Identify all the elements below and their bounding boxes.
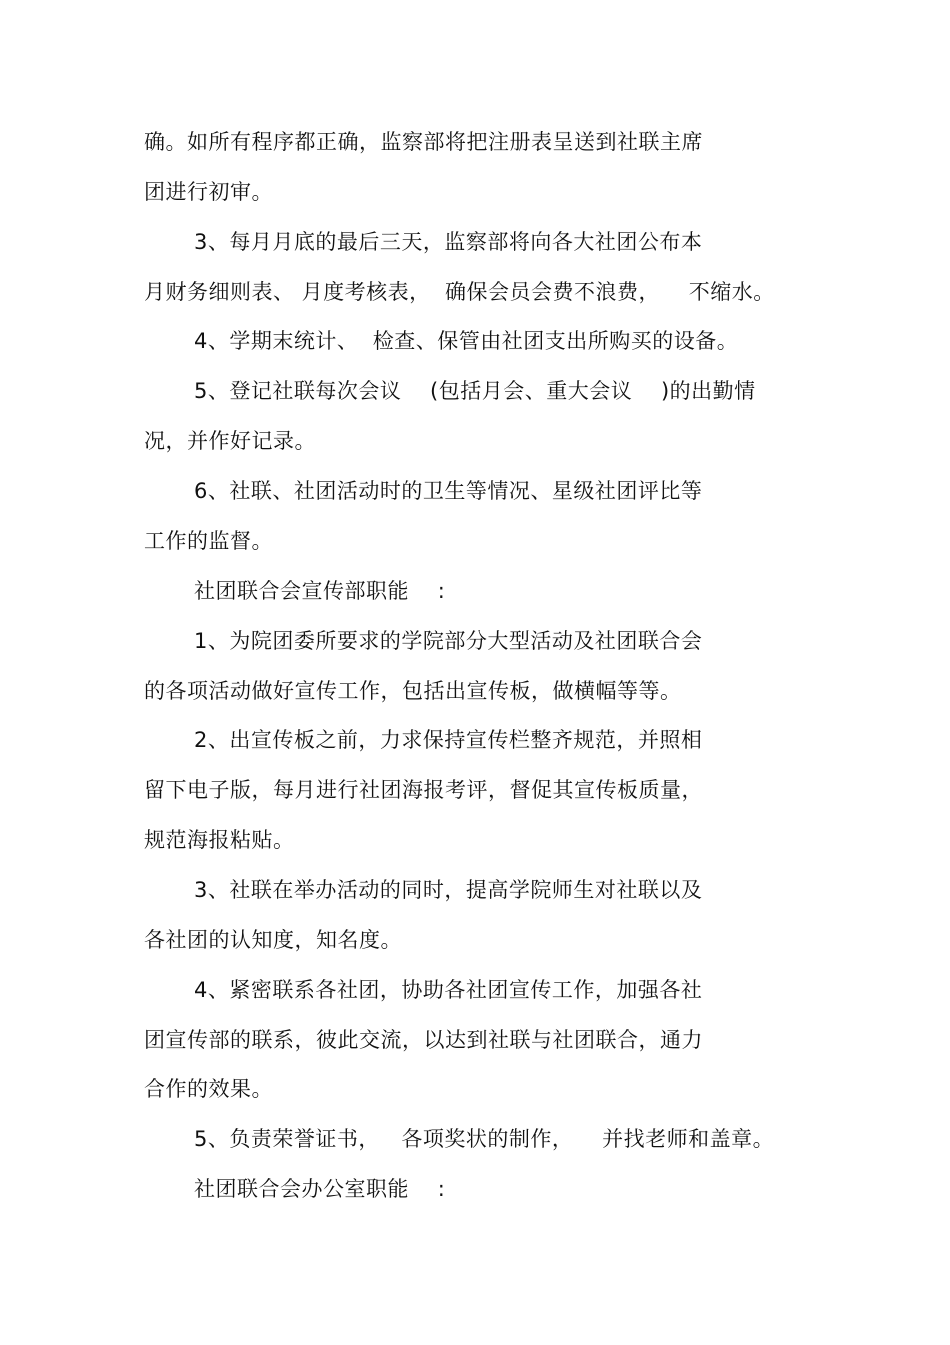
text-line: 的各项活动做好宣传工作，包括出宣传板，做横幅等等。	[144, 679, 682, 703]
text-line: 留下电子版，每月进行社团海报考评，督促其宣传板质量，	[144, 778, 703, 802]
text-line: 团进行初审。	[144, 180, 273, 204]
text-line: 6、社联、社团活动时的卫生等情况、星级社团评比等	[194, 479, 703, 503]
section-heading: 社团联合会宣传部职能 :	[194, 579, 446, 603]
section-heading: 社团联合会办公室职能 :	[194, 1177, 446, 1201]
text-line: 况，并作好记录。	[144, 429, 316, 453]
text-line: 3、社联在举办活动的同时，提高学院师生对社联以及	[194, 878, 703, 902]
text-line: 月财务细则表、 月度考核表， 确保会员会费不浪费， 不缩水。	[144, 280, 775, 304]
text-line: 合作的效果。	[144, 1077, 273, 1101]
text-line: 1、为院团委所要求的学院部分大型活动及社团联合会	[194, 629, 703, 653]
text-line: 规范海报粘贴。	[144, 828, 295, 852]
text-line: 工作的监督。	[144, 529, 273, 553]
text-line: 确。如所有程序都正确，监察部将把注册表呈送到社联主席	[144, 130, 703, 154]
text-line: 5、登记社联每次会议 (包括月会、重大会议 )的出勤情	[194, 379, 756, 403]
text-line: 4、紧密联系各社团，协助各社团宣传工作，加强各社	[194, 978, 703, 1002]
text-line: 2、出宣传板之前，力求保持宣传栏整齐规范，并照相	[194, 728, 703, 752]
text-line: 团宣传部的联系，彼此交流，以达到社联与社团联合，通力	[144, 1028, 703, 1052]
text-line: 4、学期末统计、 检查、保管由社团支出所购买的设备。	[194, 329, 739, 353]
text-line: 3、每月月底的最后三天，监察部将向各大社团公布本	[194, 230, 703, 254]
text-line: 5、负责荣誉证书， 各项奖状的制作， 并找老师和盖章。	[194, 1127, 775, 1151]
text-line: 各社团的认知度，知名度。	[144, 928, 402, 952]
